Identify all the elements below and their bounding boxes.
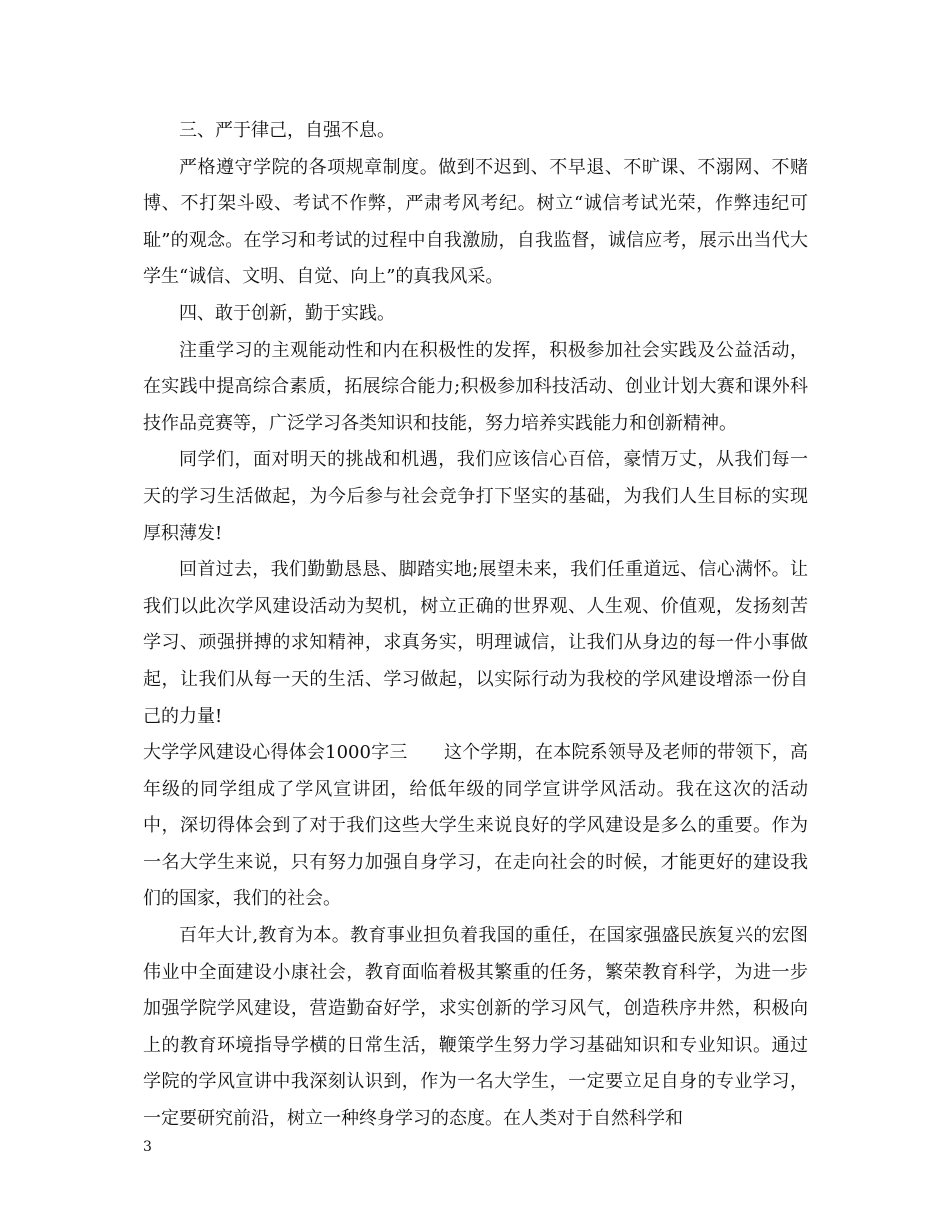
section-heading-3: 三、严于律己，自强不息。 <box>179 120 395 141</box>
body-paragraph: 注重学习的主观能动性和内在积极性的发挥，积极参加社会实践及公益活动，在实践中提高综合素质，拓展综合能力;积极参加科技活动、创业计划大赛和课外科技作品竞赛等，广泛学习各类知识和技能，努力培养实践能力和创新精神。 <box>143 339 808 434</box>
body-paragraph: 回首过去，我们勤勤恳恳、脚踏实地;展望未来，我们任重道远、信心满怀。让我们以此次学风建设活动为契机，树立正确的世界观、人生观、价值观，发扬刻苦学习、顽强拼搏的求知精神，求真务实，明理诚信，让我们从身边的每一件小事做起，让我们从每一天的生活、学习做起，以实际行动为我校的学风建设增添一份自己的力量! <box>143 559 808 727</box>
section-heading-4: 四、敢于创新，勤于实践。 <box>179 302 395 324</box>
article-title-paragraph: 大学学风建设心得体会1000字三 这个学期，在本院系领导及老师的带领下，高年级的同学组成了学风宣讲团，给低年级的同学宣讲学风活动。我在这次的活动中，深切得体会到了对于我们这些大学生来说良好的学风建设是多么的重要。作为一名大学生来说，只有努力加强自身学习，在走向社会的时候，才能更好的建设我们的国家，我们的社会。 <box>143 742 808 910</box>
document-body <box>143 113 808 1138</box>
body-paragraph: 严格遵守学院的各项规章制度。做到不迟到、不早退、不旷课、不溺网、不赌博、不打架斗殴、考试不作弊，严肃考风考纪。树立“诚信考试光荣，作弊违纪可耻”的观念。在学习和考试的过程中自我激励，自我监督，诚信应考，展示出当代大学生“诚信、文明、自觉、向上”的真我风采。 <box>143 156 808 288</box>
body-paragraph: 同学们，面对明天的挑战和机遇，我们应该信心百倍，豪情万丈，从我们每一天的学习生活做起，为今后参与社会竞争打下坚实的基础，为我们人生目标的实现厚积薄发! <box>143 449 808 544</box>
body-paragraph: 百年大计,教育为本。教育事业担负着我国的重任，在国家强盛民族复兴的宏图伟业中全面建设小康社会，教育面临着极其繁重的任务，繁荣教育科学，为进一步加强学院学风建设，营造勤奋好学，求实创新的学习风气，创造秩序井然，积极向上的教育环境指导学横的日常生活，鞭策学生努力学习基础知识和专业知识。通过学院的学风宣讲中我深刻认识到，作为一名大学生，一定要立足自身的专业学习，一定要研究前沿，树立一种终身学习的态度。在人类对于自然科学和 <box>143 925 808 1130</box>
page-number: 3 <box>143 1139 152 1155</box>
